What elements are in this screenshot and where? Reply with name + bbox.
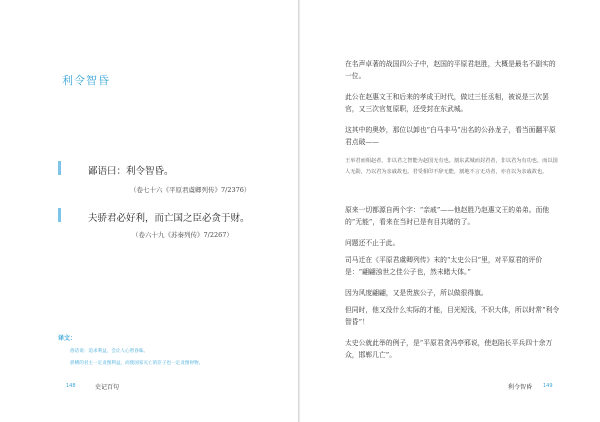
paragraph: 在名声卓著的战国四公子中，赵国的平原君赵胜，大概是最名不副实的一位。 xyxy=(345,60,556,80)
paragraph: 这其中的奥妙，那位以卸也“白马非马”出名的公孙龙子，看当面翻平原君点破—— xyxy=(345,126,556,146)
paragraph: 司马迁在《平原君虞卿列传》末的“太史公曰”里，对平原君的评价是：“翩翩浊世之佳公子也，然未睹大体。” xyxy=(345,256,543,276)
note-line: 俗话说：追求利益，会让人心智昏昧。 xyxy=(70,349,149,354)
left-page xyxy=(0,0,298,422)
quoted-passage: 王举君而相赵者，非以君之智能为赵国无有也。割东武城而封君者，非以君为有功也，而以国人无勋，乃以君为亲戚故也。君受相印不辞无能，割地不言无功者，亦自以为亲戚故也。 xyxy=(345,158,558,175)
quote-source: （卷七十六《平原君虞卿列传》7/2376） xyxy=(130,186,251,194)
paragraph: 原来一切都源自两个字：“亲戚”——他赵胜乃赵惠文王的弟弟。而他的“无能”，看来在当时已是有目共睹的了。 xyxy=(345,206,550,226)
paragraph: 此公在赵惠文王和后来的孝成王时代，做过三任丞相，被说是三次罢官，又三次官复原职，还受封在东武城。 xyxy=(345,93,549,113)
note-label: 译文： xyxy=(58,335,77,342)
paragraph: 问题还不止于此。 xyxy=(345,239,400,247)
quote-bar xyxy=(58,161,61,175)
translation-note xyxy=(58,333,288,366)
page-number: 149 xyxy=(543,383,553,389)
chapter-footer-title: 利令智昏 xyxy=(508,384,533,391)
page-number: 148 xyxy=(66,383,76,389)
quote-text: 鄙语曰：利令智昏。 xyxy=(88,166,174,177)
paragraph: 因为风度翩翩，又是贵族公子，所以做很得旗。 xyxy=(345,289,488,297)
book-title: 史记百句 xyxy=(95,384,120,391)
paragraph: 太史公就此举的例子，是“平原君贪冯亭邪说，使赵陷长平兵四十余万众，邯郸几亡”。 xyxy=(345,339,553,359)
quote-bar xyxy=(58,208,61,222)
note-line: 骄横的君主一定贪图利益，而使国家灭亡的臣子也一定贪图财物。 xyxy=(70,361,204,366)
quote-source: （卷六十九《苏秦列传》7/2267） xyxy=(132,231,233,239)
chapter-title: 利令智昏 xyxy=(62,74,110,87)
paragraph: 但同时，他又没什么实际的才能，目光短浅，不识大体，所以时常“利令智昏”！ xyxy=(345,306,560,326)
quote-text: 夫骄君必好利，而亡国之臣必贪于财。 xyxy=(88,213,250,224)
